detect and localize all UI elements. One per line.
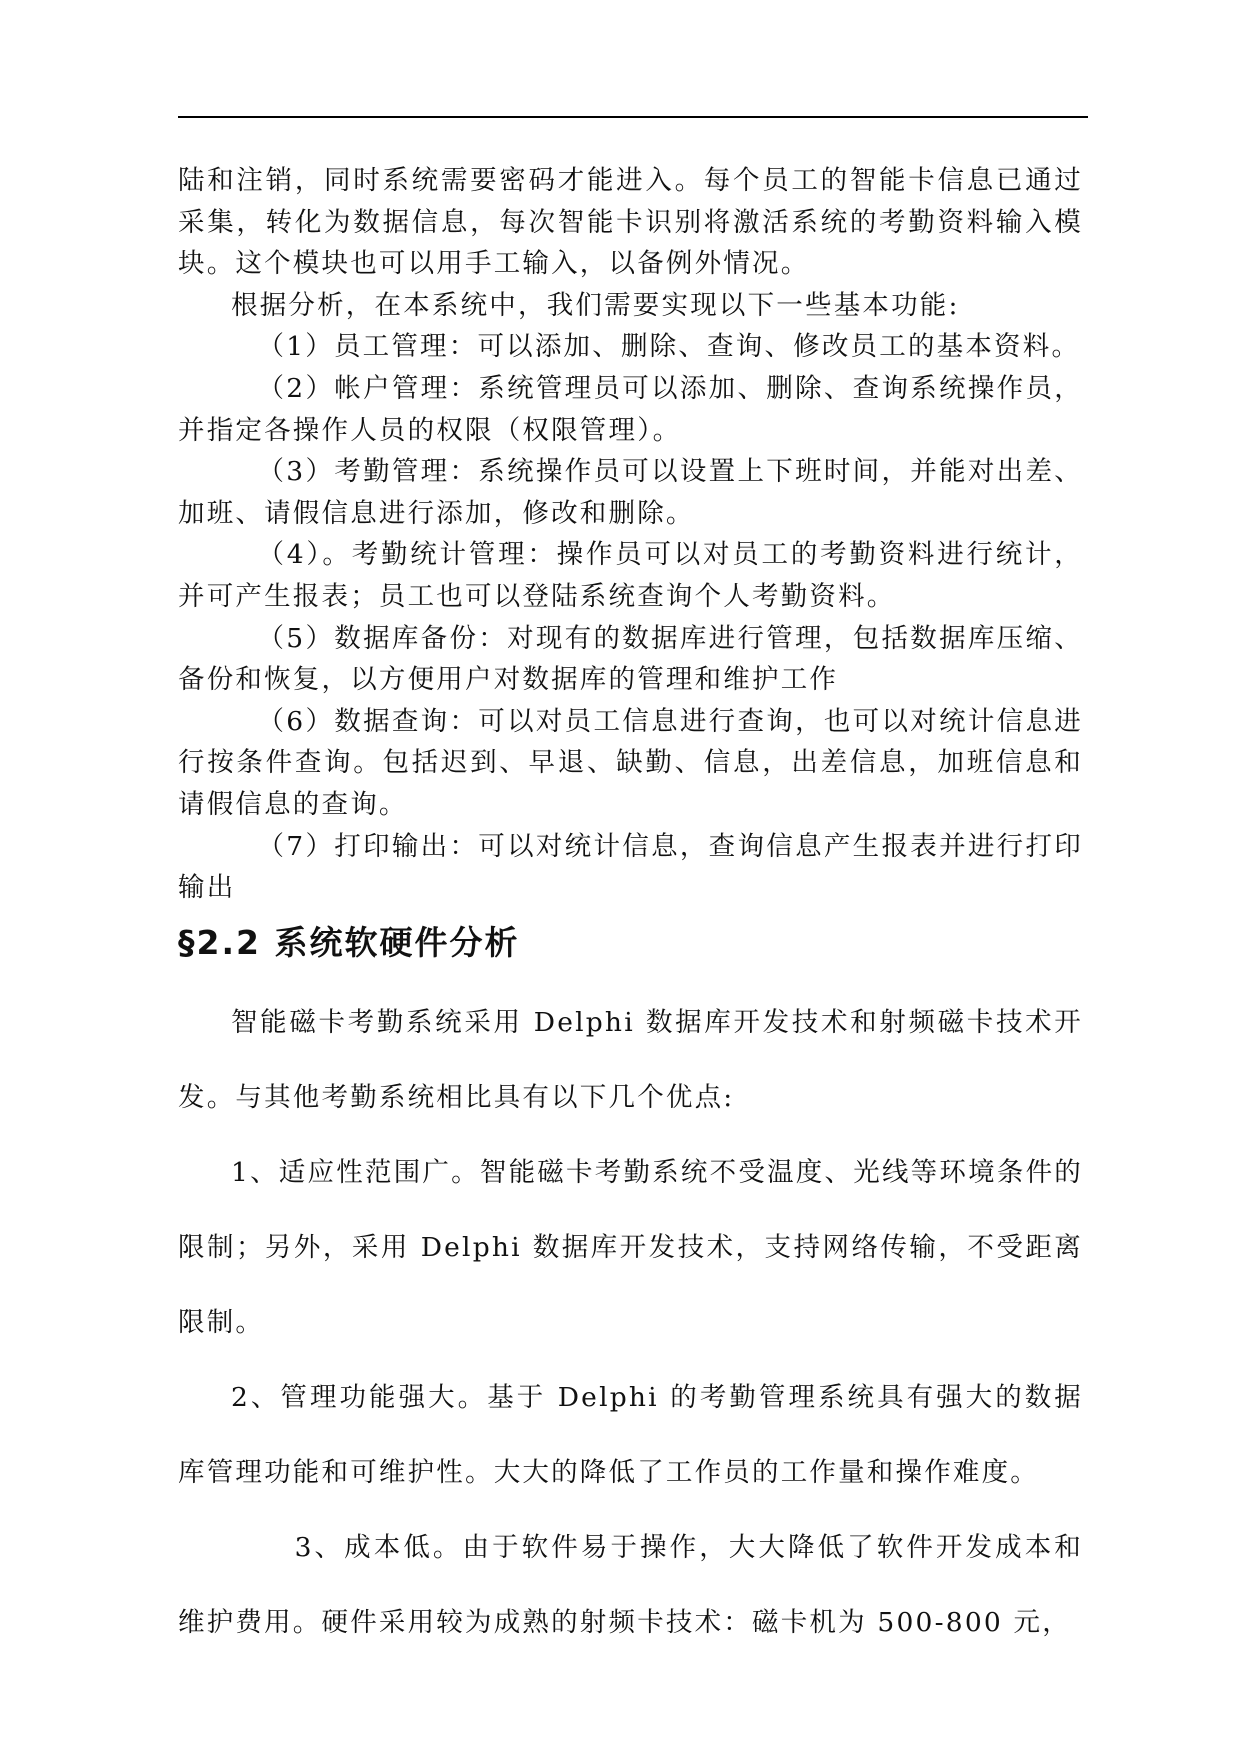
- paragraph-system-intro: 智能磁卡考勤系统采用 Delphi 数据库开发技术和射频磁卡技术开发。与其他考勤系统相比具有以下几个优点:: [178, 1006, 1083, 1113]
- function-item-4: （4）。考勤统计管理：操作员可以对员工的考勤资料进行统计，并可产生报表；员工也可以登陆系统查询个人考勤资料。: [178, 539, 1083, 612]
- page-content: [178, 160, 1083, 1660]
- function-item-7: （7）打印输出：可以对统计信息，查询信息产生报表并进行打印输出: [178, 830, 1083, 904]
- paragraph-analysis-lead: 根据分析，在本系统中，我们需要实现以下一些基本功能:: [231, 289, 960, 321]
- function-item-1: （1）员工管理：可以添加、删除、查询、修改员工的基本资料。: [257, 331, 1081, 363]
- section-body: [178, 985, 1083, 1660]
- advantage-item-3: 3、成本低。由于软件易于操作，大大降低了软件开发成本和维护费用。硬件采用较为成熟的射频卡技术：磁卡机为 500-800 元，: [178, 1531, 1083, 1638]
- function-item-2: （2）帐户管理：系统管理员可以添加、删除、查询系统操作员，并指定各操作人员的权限（权限管理）。: [178, 372, 1083, 446]
- function-item-6: （6）数据查询：可以对员工信息进行查询，也可以对统计信息进行按条件查询。包括迟到、早退、缺勤、信息，出差信息，加班信息和请假信息的查询。: [178, 705, 1083, 820]
- header-rule: [178, 116, 1088, 118]
- paragraph-intro-continuation: 陆和注销，同时系统需要密码才能进入。每个员工的智能卡信息已通过采集，转化为数据信息，每次智能卡识别将激活系统的考勤资料输入模块。这个模块也可以用手工输入，以备例外情况。: [178, 165, 1083, 280]
- advantage-item-2: 2、管理功能强大。基于 Delphi 的考勤管理系统具有强大的数据库管理功能和可维护性。大大的降低了工作员的工作量和操作难度。: [178, 1381, 1083, 1488]
- function-item-5: （5）数据库备份：对现有的数据库进行管理，包括数据库压缩、备份和恢复，以方便用户对数据库的管理和维护工作: [178, 622, 1083, 696]
- advantage-item-1: 1、适应性范围广。智能磁卡考勤系统不受温度、光线等环境条件的限制；另外，采用 Delphi 数据库开发技术，支持网络传输，不受距离限制。: [178, 1156, 1083, 1338]
- function-item-3: （3）考勤管理：系统操作员可以设置上下班时间，并能对出差、加班、请假信息进行添加，修改和删除。: [178, 456, 1083, 529]
- section-heading: §2.2 系统软硬件分析: [178, 922, 520, 962]
